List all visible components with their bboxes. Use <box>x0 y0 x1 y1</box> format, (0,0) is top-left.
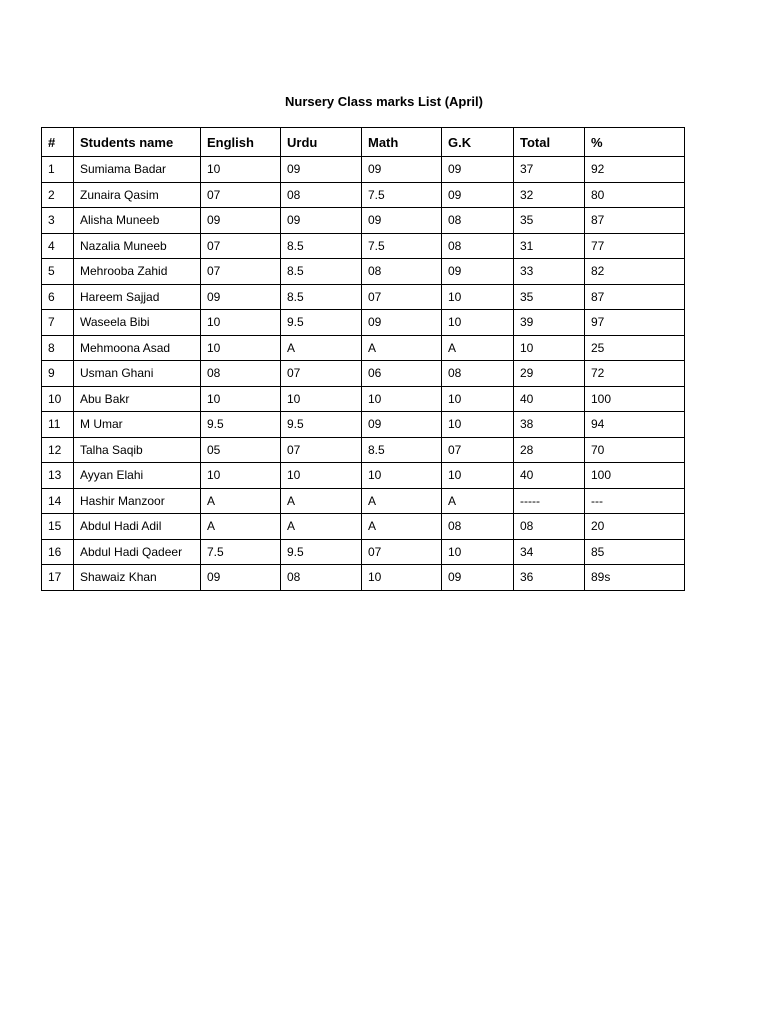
cell-row-number: 10 <box>42 386 74 412</box>
cell-total: 28 <box>514 437 585 463</box>
table-row <box>42 514 685 540</box>
cell-math: 7.5 <box>362 233 442 259</box>
cell-row-number: 3 <box>42 208 74 234</box>
cell-math: A <box>362 514 442 540</box>
table-row <box>42 386 685 412</box>
cell-total: 29 <box>514 361 585 387</box>
cell-row-number: 8 <box>42 335 74 361</box>
cell-gk: 10 <box>442 463 514 489</box>
cell-total: 40 <box>514 463 585 489</box>
cell-total: 34 <box>514 539 585 565</box>
cell-student-name: Nazalia Muneeb <box>74 233 201 259</box>
cell-total: 36 <box>514 565 585 591</box>
cell-gk: 08 <box>442 514 514 540</box>
cell-english: 09 <box>201 208 281 234</box>
cell-math: 06 <box>362 361 442 387</box>
cell-row-number: 9 <box>42 361 74 387</box>
column-header-total: Total <box>514 128 585 157</box>
cell-total: 38 <box>514 412 585 438</box>
cell-urdu: 9.5 <box>281 539 362 565</box>
cell-english: 10 <box>201 157 281 183</box>
cell-gk: 10 <box>442 310 514 336</box>
cell-urdu: 09 <box>281 157 362 183</box>
cell-student-name: M Umar <box>74 412 201 438</box>
cell-math: 09 <box>362 157 442 183</box>
cell-gk: 10 <box>442 284 514 310</box>
cell-student-name: Alisha Muneeb <box>74 208 201 234</box>
cell-gk: 07 <box>442 437 514 463</box>
cell-urdu: 8.5 <box>281 259 362 285</box>
cell-percentage: 87 <box>585 208 685 234</box>
table-row <box>42 310 685 336</box>
cell-gk: 10 <box>442 539 514 565</box>
cell-urdu: 9.5 <box>281 310 362 336</box>
cell-math: A <box>362 488 442 514</box>
cell-percentage: 72 <box>585 361 685 387</box>
cell-percentage: 94 <box>585 412 685 438</box>
cell-percentage: 85 <box>585 539 685 565</box>
table-row <box>42 361 685 387</box>
cell-student-name: Hashir Manzoor <box>74 488 201 514</box>
cell-urdu: A <box>281 335 362 361</box>
cell-total: 32 <box>514 182 585 208</box>
column-header-percentage: % <box>585 128 685 157</box>
table-row <box>42 565 685 591</box>
table-row <box>42 437 685 463</box>
cell-percentage: 70 <box>585 437 685 463</box>
table-row <box>42 233 685 259</box>
column-header-student-name: Students name <box>74 128 201 157</box>
cell-student-name: Mehmoona Asad <box>74 335 201 361</box>
cell-total: ----- <box>514 488 585 514</box>
cell-urdu: 8.5 <box>281 284 362 310</box>
cell-row-number: 16 <box>42 539 74 565</box>
cell-student-name: Zunaira Qasim <box>74 182 201 208</box>
cell-row-number: 11 <box>42 412 74 438</box>
cell-math: A <box>362 335 442 361</box>
cell-math: 09 <box>362 208 442 234</box>
column-header-gk: G.K <box>442 128 514 157</box>
cell-english: 07 <box>201 233 281 259</box>
cell-gk: A <box>442 335 514 361</box>
cell-math: 08 <box>362 259 442 285</box>
cell-urdu: 8.5 <box>281 233 362 259</box>
cell-total: 33 <box>514 259 585 285</box>
table-row <box>42 157 685 183</box>
cell-urdu: 9.5 <box>281 412 362 438</box>
cell-row-number: 4 <box>42 233 74 259</box>
cell-english: 05 <box>201 437 281 463</box>
column-header-row-number: # <box>42 128 74 157</box>
cell-english: 9.5 <box>201 412 281 438</box>
cell-gk: 09 <box>442 157 514 183</box>
cell-english: 07 <box>201 259 281 285</box>
column-header-english: English <box>201 128 281 157</box>
table-row <box>42 284 685 310</box>
cell-english: 09 <box>201 284 281 310</box>
cell-gk: A <box>442 488 514 514</box>
cell-english: 7.5 <box>201 539 281 565</box>
cell-urdu: 09 <box>281 208 362 234</box>
cell-row-number: 1 <box>42 157 74 183</box>
cell-total: 10 <box>514 335 585 361</box>
cell-total: 08 <box>514 514 585 540</box>
cell-student-name: Abdul Hadi Adil <box>74 514 201 540</box>
marks-table <box>41 127 685 591</box>
cell-student-name: Abu Bakr <box>74 386 201 412</box>
cell-gk: 10 <box>442 412 514 438</box>
cell-gk: 09 <box>442 182 514 208</box>
cell-percentage: 77 <box>585 233 685 259</box>
cell-gk: 09 <box>442 565 514 591</box>
column-header-math: Math <box>362 128 442 157</box>
cell-total: 35 <box>514 284 585 310</box>
table-row <box>42 412 685 438</box>
cell-english: 10 <box>201 310 281 336</box>
cell-math: 07 <box>362 284 442 310</box>
cell-total: 35 <box>514 208 585 234</box>
cell-urdu: 10 <box>281 386 362 412</box>
table-row <box>42 182 685 208</box>
cell-gk: 10 <box>442 386 514 412</box>
page-title: Nursery Class marks List (April) <box>285 94 483 109</box>
cell-english: 10 <box>201 335 281 361</box>
cell-student-name: Talha Saqib <box>74 437 201 463</box>
cell-urdu: 10 <box>281 463 362 489</box>
cell-row-number: 12 <box>42 437 74 463</box>
cell-row-number: 5 <box>42 259 74 285</box>
table-row <box>42 335 685 361</box>
cell-row-number: 7 <box>42 310 74 336</box>
cell-urdu: 07 <box>281 361 362 387</box>
cell-english: 10 <box>201 463 281 489</box>
cell-urdu: A <box>281 514 362 540</box>
cell-row-number: 17 <box>42 565 74 591</box>
cell-percentage: 20 <box>585 514 685 540</box>
table-row <box>42 259 685 285</box>
table-row <box>42 488 685 514</box>
cell-student-name: Mehrooba Zahid <box>74 259 201 285</box>
cell-percentage: 25 <box>585 335 685 361</box>
cell-row-number: 2 <box>42 182 74 208</box>
cell-student-name: Shawaiz Khan <box>74 565 201 591</box>
cell-gk: 08 <box>442 233 514 259</box>
cell-total: 37 <box>514 157 585 183</box>
cell-percentage: 87 <box>585 284 685 310</box>
cell-gk: 09 <box>442 259 514 285</box>
cell-math: 7.5 <box>362 182 442 208</box>
cell-math: 10 <box>362 463 442 489</box>
cell-percentage: 97 <box>585 310 685 336</box>
cell-english: 07 <box>201 182 281 208</box>
cell-english: A <box>201 488 281 514</box>
cell-percentage: --- <box>585 488 685 514</box>
header-row <box>42 128 685 157</box>
cell-math: 09 <box>362 412 442 438</box>
column-header-urdu: Urdu <box>281 128 362 157</box>
cell-gk: 08 <box>442 361 514 387</box>
cell-urdu: 08 <box>281 565 362 591</box>
cell-student-name: Hareem Sajjad <box>74 284 201 310</box>
cell-percentage: 100 <box>585 386 685 412</box>
cell-total: 40 <box>514 386 585 412</box>
cell-row-number: 15 <box>42 514 74 540</box>
cell-percentage: 82 <box>585 259 685 285</box>
table-row <box>42 463 685 489</box>
cell-english: 09 <box>201 565 281 591</box>
cell-percentage: 92 <box>585 157 685 183</box>
cell-english: 10 <box>201 386 281 412</box>
cell-student-name: Abdul Hadi Qadeer <box>74 539 201 565</box>
cell-row-number: 6 <box>42 284 74 310</box>
table-row <box>42 208 685 234</box>
cell-student-name: Ayyan Elahi <box>74 463 201 489</box>
cell-urdu: 08 <box>281 182 362 208</box>
cell-percentage: 100 <box>585 463 685 489</box>
cell-math: 8.5 <box>362 437 442 463</box>
cell-row-number: 14 <box>42 488 74 514</box>
cell-math: 10 <box>362 386 442 412</box>
cell-urdu: 07 <box>281 437 362 463</box>
table-body <box>42 157 685 591</box>
table-header <box>42 128 685 157</box>
cell-percentage: 89s <box>585 565 685 591</box>
cell-math: 07 <box>362 539 442 565</box>
cell-math: 09 <box>362 310 442 336</box>
cell-student-name: Usman Ghani <box>74 361 201 387</box>
cell-percentage: 80 <box>585 182 685 208</box>
cell-total: 39 <box>514 310 585 336</box>
cell-row-number: 13 <box>42 463 74 489</box>
cell-english: A <box>201 514 281 540</box>
cell-total: 31 <box>514 233 585 259</box>
cell-gk: 08 <box>442 208 514 234</box>
cell-english: 08 <box>201 361 281 387</box>
cell-urdu: A <box>281 488 362 514</box>
cell-student-name: Waseela Bibi <box>74 310 201 336</box>
cell-math: 10 <box>362 565 442 591</box>
table-row <box>42 539 685 565</box>
cell-student-name: Sumiama Badar <box>74 157 201 183</box>
